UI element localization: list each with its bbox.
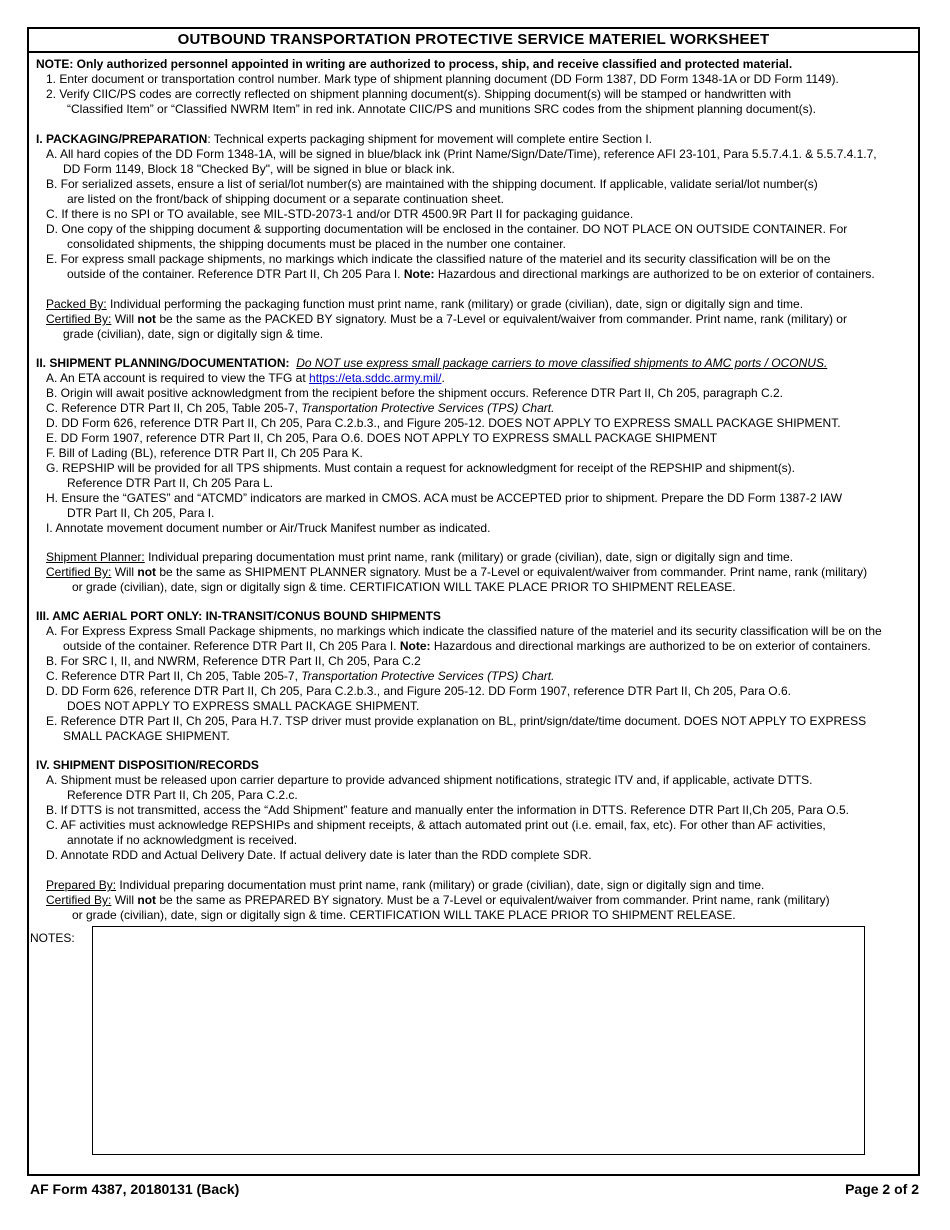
section-3-item-a: A. For Express Express Small Package shipments, no markings which indicate the classified nature of the materiel and its security classification will be on the <box>46 624 882 638</box>
section-3-item-d-cont: DOES NOT APPLY TO EXPRESS SMALL PACKAGE SHIPMENT. <box>67 699 420 713</box>
section-3-item-e-cont: SMALL PACKAGE SHIPMENT. <box>63 729 230 743</box>
section-1-heading: I. PACKAGING/PREPARATION: Technical experts packaging shipment for movement will complete entire Section I. <box>36 132 653 146</box>
section-2-item-h: H. Ensure the “GATES” and “ATCMD” indicators are marked in CMOS. ACA must be ACCEPTED prior to shipment. Prepare the DD Form 1387-2 IAW <box>46 491 843 505</box>
section-2-certified-by: Certified By: Will not be the same as SHIPMENT PLANNER signatory. Must be a 7-Level or equivalent/waiver from commander. Print name, rank (military) <box>46 565 868 579</box>
form-identifier: AF Form 4387, 20180131 (Back) <box>30 1181 240 1197</box>
note-item-1: 1. Enter document or transportation control number. Mark type of shipment planning document (DD Form 1387, DD Form 1348-1A or DD Form 1149). <box>46 72 839 86</box>
section-1-item-b: B. For serialized assets, ensure a list of serial/lot number(s) are maintained with the shipping document. If applicable, validate serial/lot number(s) <box>46 177 818 191</box>
form-title: OUTBOUND TRANSPORTATION PROTECTIVE SERVICE MATERIEL WORKSHEET <box>29 29 918 53</box>
page-number: Page 2 of 2 <box>845 1181 919 1197</box>
shipment-planner-line: Shipment Planner: Individual preparing documentation must print name, rank (military) or grade (civilian), date, sign or digitally sign and time. <box>46 550 794 564</box>
section-1-item-b-cont: are listed on the front/back of shipping document or a separate continuation sheet. <box>67 192 504 206</box>
eta-link[interactable]: https://eta.sddc.army.mil/ <box>309 371 442 385</box>
section-2-item-g-cont: Reference DTR Part II, Ch 205 Para L. <box>67 476 274 490</box>
section-3-item-e: E. Reference DTR Part II, Ch 205, Para H.7. TSP driver must provide explanation on BL, print/sign/date/time document. DOES NOT APPLY TO EXPRESS <box>46 714 867 728</box>
packed-by-line: Packed By: Individual performing the packaging function must print name, rank (military) or grade (civilian), date, sign or digitally sign and time. <box>46 297 804 311</box>
section-2-item-g: G. REPSHIP will be provided for all TPS shipments. Must contain a request for acknowledgment for receipt of the REPSHIP and shipment(s). <box>46 461 796 475</box>
section-2-item-h-cont: DTR Part II, Ch 205, Para I. <box>67 506 215 520</box>
section-3-item-a-cont: outside of the container. Reference DTR Part II, Ch 205 Para I. Note: Hazardous and directional markings are authorized to be on exterior of containers. <box>63 639 871 653</box>
section-2-item-f: F. Bill of Lading (BL), reference DTR Part II, Ch 205 Para K. <box>46 446 363 460</box>
notes-field[interactable] <box>92 926 865 1155</box>
section-3-item-d: D. DD Form 626, reference DTR Part II, Ch 205, Para C.2.b.3., and Figure 205-12. DD Form 1907, reference DTR Part II, Ch 205, Para O.6. <box>46 684 791 698</box>
notes-label: NOTES: <box>30 931 75 945</box>
section-1-certified-by: Certified By: Will not be the same as the PACKED BY signatory. Must be a 7-Level or equivalent/waiver from commander. Print name, rank (military) or <box>46 312 847 326</box>
note-item-2: 2. Verify CIIC/PS codes are correctly reflected on shipment planning document(s). Shipping document(s) will be stamped or handwritten with <box>46 87 792 101</box>
section-4-item-c: C. AF activities must acknowledge REPSHIPs and shipment receipts, & attach automated print out (i.e. email, fax, etc). For other than AF activities, <box>46 818 826 832</box>
section-2-item-b: B. Origin will await positive acknowledgment from the recipient before the shipment occurs. Reference DTR Part II, Ch 205, paragraph C.2. <box>46 386 784 400</box>
section-4-item-a-cont: Reference DTR Part II, Ch 205, Para C.2.c. <box>67 788 298 802</box>
section-4-heading: IV. SHIPMENT DISPOSITION/RECORDS <box>36 758 259 772</box>
section-2-certified-by-cont: or grade (civilian), date, sign or digitally sign & time. CERTIFICATION WILL TAKE PLACE PRIOR TO SHIPMENT RELEASE. <box>72 580 736 594</box>
section-2-item-i: I. Annotate movement document number or Air/Truck Manifest number as indicated. <box>46 521 491 535</box>
section-1-item-d: D. One copy of the shipping document & supporting documentation will be enclosed in the container. DO NOT PLACE ON OUTSIDE CONTAINER. For <box>46 222 848 236</box>
section-2-item-c: C. Reference DTR Part II, Ch 205, Table 205-7, Transportation Protective Services (TPS) Chart. <box>46 401 555 415</box>
section-4-certified-by-cont: or grade (civilian), date, sign or digitally sign & time. CERTIFICATION WILL TAKE PLACE PRIOR TO SHIPMENT RELEASE. <box>72 908 736 922</box>
section-3-heading: III. AMC AERIAL PORT ONLY: IN-TRANSIT/CONUS BOUND SHIPMENTS <box>36 609 441 623</box>
section-4-item-d: D. Annotate RDD and Actual Delivery Date. If actual delivery date is later than the RDD complete SDR. <box>46 848 592 862</box>
section-1-item-d-cont: consolidated shipments, the shipping documents must be placed in the number one container. <box>67 237 566 251</box>
prepared-by-line: Prepared By: Individual preparing documentation must print name, rank (military) or grade (civilian), date, sign or digitally sign and time. <box>46 878 765 892</box>
section-2-item-d: D. DD Form 626, reference DTR Part II, Ch 205, Para C.2.b.3., and Figure 205-12. DOES NOT APPLY TO EXPRESS SMALL PACKAGE SHIPMENT. <box>46 416 841 430</box>
section-4-item-a: A. Shipment must be released upon carrier departure to provide advanced shipment notifications, strategic ITV and, if applicable, activate DTTS. <box>46 773 813 787</box>
section-3-item-c: C. Reference DTR Part II, Ch 205, Table 205-7, Transportation Protective Services (TPS) Chart. <box>46 669 555 683</box>
section-1-item-e-cont: outside of the container. Reference DTR Part II, Ch 205 Para I. Note: Hazardous and directional markings are authorized to be on exterior of containers. <box>67 267 875 281</box>
authorization-note: NOTE: Only authorized personnel appointed in writing are authorized to process, ship, and receive classified and protected material. <box>36 57 793 71</box>
section-3-item-b: B. For SRC I, II, and NWRM, Reference DTR Part II, Ch 205, Para C.2 <box>46 654 421 668</box>
section-1-item-c: C. If there is no SPI or TO available, see MIL-STD-2073-1 and/or DTR 4500.9R Part II for packaging guidance. <box>46 207 634 221</box>
note-item-2-cont: “Classified Item” or “Classified NWRM Item” in red ink. Annotate CIIC/PS and munitions SRC codes from the shipment planning document(s). <box>67 102 816 116</box>
section-4-certified-by: Certified By: Will not be the same as PREPARED BY signatory. Must be a 7-Level or equivalent/waiver from commander. Print name, rank (military) <box>46 893 830 907</box>
section-4-item-c-cont: annotate if no acknowledgment is received. <box>67 833 298 847</box>
section-2-heading: II. SHIPMENT PLANNING/DOCUMENTATION: Do NOT use express small package carriers to move classified shipments to AMC ports / OCONUS. <box>36 356 828 370</box>
section-1-item-e: E. For express small package shipments, no markings which indicate the classified nature of the materiel and its security classification will be on the <box>46 252 831 266</box>
section-2-item-e: E. DD Form 1907, reference DTR Part II, Ch 205, Para O.6. DOES NOT APPLY TO EXPRESS SMALL PACKAGE SHIPMENT <box>46 431 718 445</box>
section-1-item-a-cont: DD Form 1149, Block 18 "Checked By", will be signed in blue or black ink. <box>63 162 455 176</box>
section-1-item-a: A. All hard copies of the DD Form 1348-1A, will be signed in blue/black ink (Print Name/Sign/Date/Time), reference AFI 23-101, Para 5.5.7.4.1. & 5.5.7.4.1.7, <box>46 147 877 161</box>
section-2-item-a: A. An ETA account is required to view the TFG at https://eta.sddc.army.mil/. <box>46 371 445 385</box>
section-1-certified-by-cont: grade (civilian), date, sign or digitally sign & time. <box>63 327 324 341</box>
section-4-item-b: B. If DTTS is not transmitted, access the “Add Shipment” feature and manually enter the information in DTTS. Reference DTR Part II,Ch 205, Para O.5. <box>46 803 850 817</box>
